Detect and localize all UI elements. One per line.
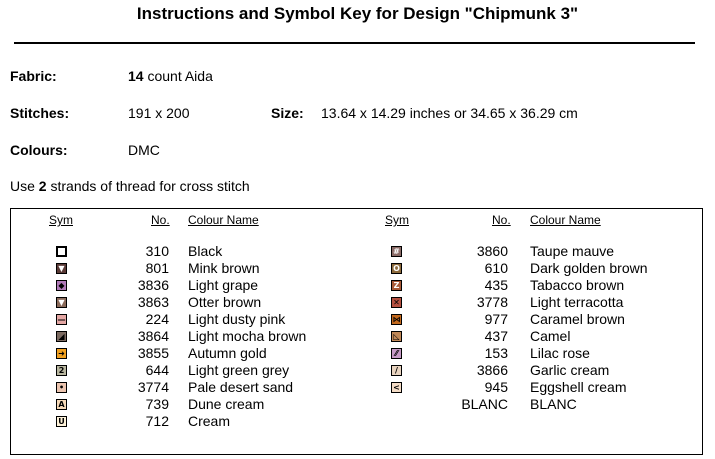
strands-pre: Use (10, 178, 39, 194)
colour-name: Eggshell cream (530, 379, 627, 395)
sym-header-right: Sym (385, 213, 409, 227)
dmc-number: 3778 (476, 294, 508, 310)
key-row (11, 294, 624, 311)
dmc-number: 153 (484, 345, 508, 361)
symbol-swatch-icon: ➜ (56, 348, 67, 359)
dmc-number: 3863 (137, 294, 169, 310)
dmc-number: 3855 (137, 345, 169, 361)
key-row (11, 345, 590, 362)
symbol-swatch-icon: ◢ (56, 331, 67, 342)
symbol-swatch-icon: • (56, 382, 67, 393)
dmc-number: 310 (145, 243, 169, 259)
colour-name: Cream (188, 413, 231, 429)
stitches-value: 191 x 200 (128, 105, 190, 121)
colour-name: Mink brown (188, 260, 260, 276)
symbol-swatch-icon: # (391, 246, 402, 257)
colour-name: Camel (530, 328, 571, 344)
symbol-swatch-icon: ◆ (56, 280, 67, 291)
colour-name: Autumn gold (188, 345, 267, 361)
dmc-number: 3836 (137, 277, 169, 293)
colour-name: Pale desert sand (188, 379, 294, 395)
colours-value: DMC (128, 142, 160, 158)
key-row (11, 396, 577, 413)
colours-label: Colours: (10, 142, 68, 158)
dmc-number: 801 (145, 260, 169, 276)
dmc-number: 945 (484, 379, 508, 395)
sym-header-left: Sym (49, 213, 73, 227)
colour-name: BLANC (530, 396, 577, 412)
colour-name: Dark golden brown (530, 260, 648, 276)
key-row (11, 328, 571, 345)
key-row (11, 260, 648, 277)
symbol-swatch-icon: / (391, 365, 402, 376)
fabric-type: count Aida (143, 68, 213, 84)
fabric-value (128, 68, 213, 84)
symbol-swatch-icon: ◺ (391, 331, 402, 342)
title-divider (14, 42, 695, 44)
colour-name-header-left: Colour Name (188, 213, 259, 227)
strands-count: 2 (38, 178, 47, 194)
symbol-swatch-icon: — (57, 314, 66, 324)
size-value: 13.64 x 14.29 inches or 34.65 x 36.29 cm (321, 105, 578, 121)
key-row (11, 243, 615, 260)
colour-name-header-right: Colour Name (530, 213, 601, 227)
symbol-swatch-icon: ✕ (391, 297, 402, 308)
strands-post: strands of thread for cross stitch (46, 178, 250, 194)
symbol-swatch-icon: ▼ (56, 263, 67, 274)
dmc-number: 610 (484, 260, 508, 276)
dmc-number: 3860 (476, 243, 508, 259)
symbol-swatch-icon: 2 (56, 365, 67, 376)
key-row (11, 277, 625, 294)
fabric-count: 14 (128, 68, 144, 84)
colour-name: Light mocha brown (188, 328, 307, 344)
dmc-number: 739 (145, 396, 169, 412)
colour-name: Light grape (188, 277, 259, 293)
symbol-swatch-icon: ▼ (56, 297, 67, 308)
colour-name: Otter brown (188, 294, 262, 310)
symbol-swatch-icon: A (56, 399, 67, 410)
symbol-swatch-icon: U (56, 416, 67, 427)
dmc-number: 3864 (137, 328, 169, 344)
key-row (11, 413, 351, 430)
dmc-number: 977 (484, 311, 508, 327)
dmc-number: 3774 (137, 379, 169, 395)
colour-name: Dune cream (188, 396, 265, 412)
no-header-right: No. (492, 213, 511, 227)
colour-name: Light green grey (188, 362, 290, 378)
strands-instruction (10, 178, 250, 194)
no-header-left: No. (151, 213, 170, 227)
symbol-swatch-icon: ⁄⁄ (391, 348, 402, 359)
colour-name: Taupe mauve (530, 243, 615, 259)
dmc-number: BLANC (461, 396, 508, 412)
fabric-label: Fabric: (10, 68, 57, 84)
key-row (11, 362, 610, 379)
colour-name: Light terracotta (530, 294, 624, 310)
dmc-number: 435 (484, 277, 508, 293)
dmc-number: 644 (145, 362, 169, 378)
symbol-swatch-icon: Z (391, 280, 402, 291)
dmc-number: 224 (145, 311, 169, 327)
size-label: Size: (271, 105, 304, 121)
stitches-label: Stitches: (10, 105, 70, 121)
symbol-key-table (10, 208, 703, 455)
key-row (11, 379, 627, 396)
colour-name: Tabacco brown (530, 277, 625, 293)
dmc-number: 712 (145, 413, 169, 429)
page-title: Instructions and Symbol Key for Design "Chipmunk 3" (136, 4, 579, 23)
key-row (11, 311, 625, 328)
colour-name: Caramel brown (530, 311, 625, 327)
colour-name: Garlic cream (530, 362, 610, 378)
colour-name: Black (188, 243, 223, 259)
symbol-swatch-icon: O (391, 263, 402, 274)
dmc-number: 437 (484, 328, 508, 344)
symbol-swatch-icon: ⋈ (392, 314, 401, 324)
dmc-number: 3866 (476, 362, 508, 378)
colour-name: Lilac rose (530, 345, 590, 361)
symbol-swatch-icon: < (391, 382, 402, 393)
colour-name: Light dusty pink (188, 311, 286, 327)
